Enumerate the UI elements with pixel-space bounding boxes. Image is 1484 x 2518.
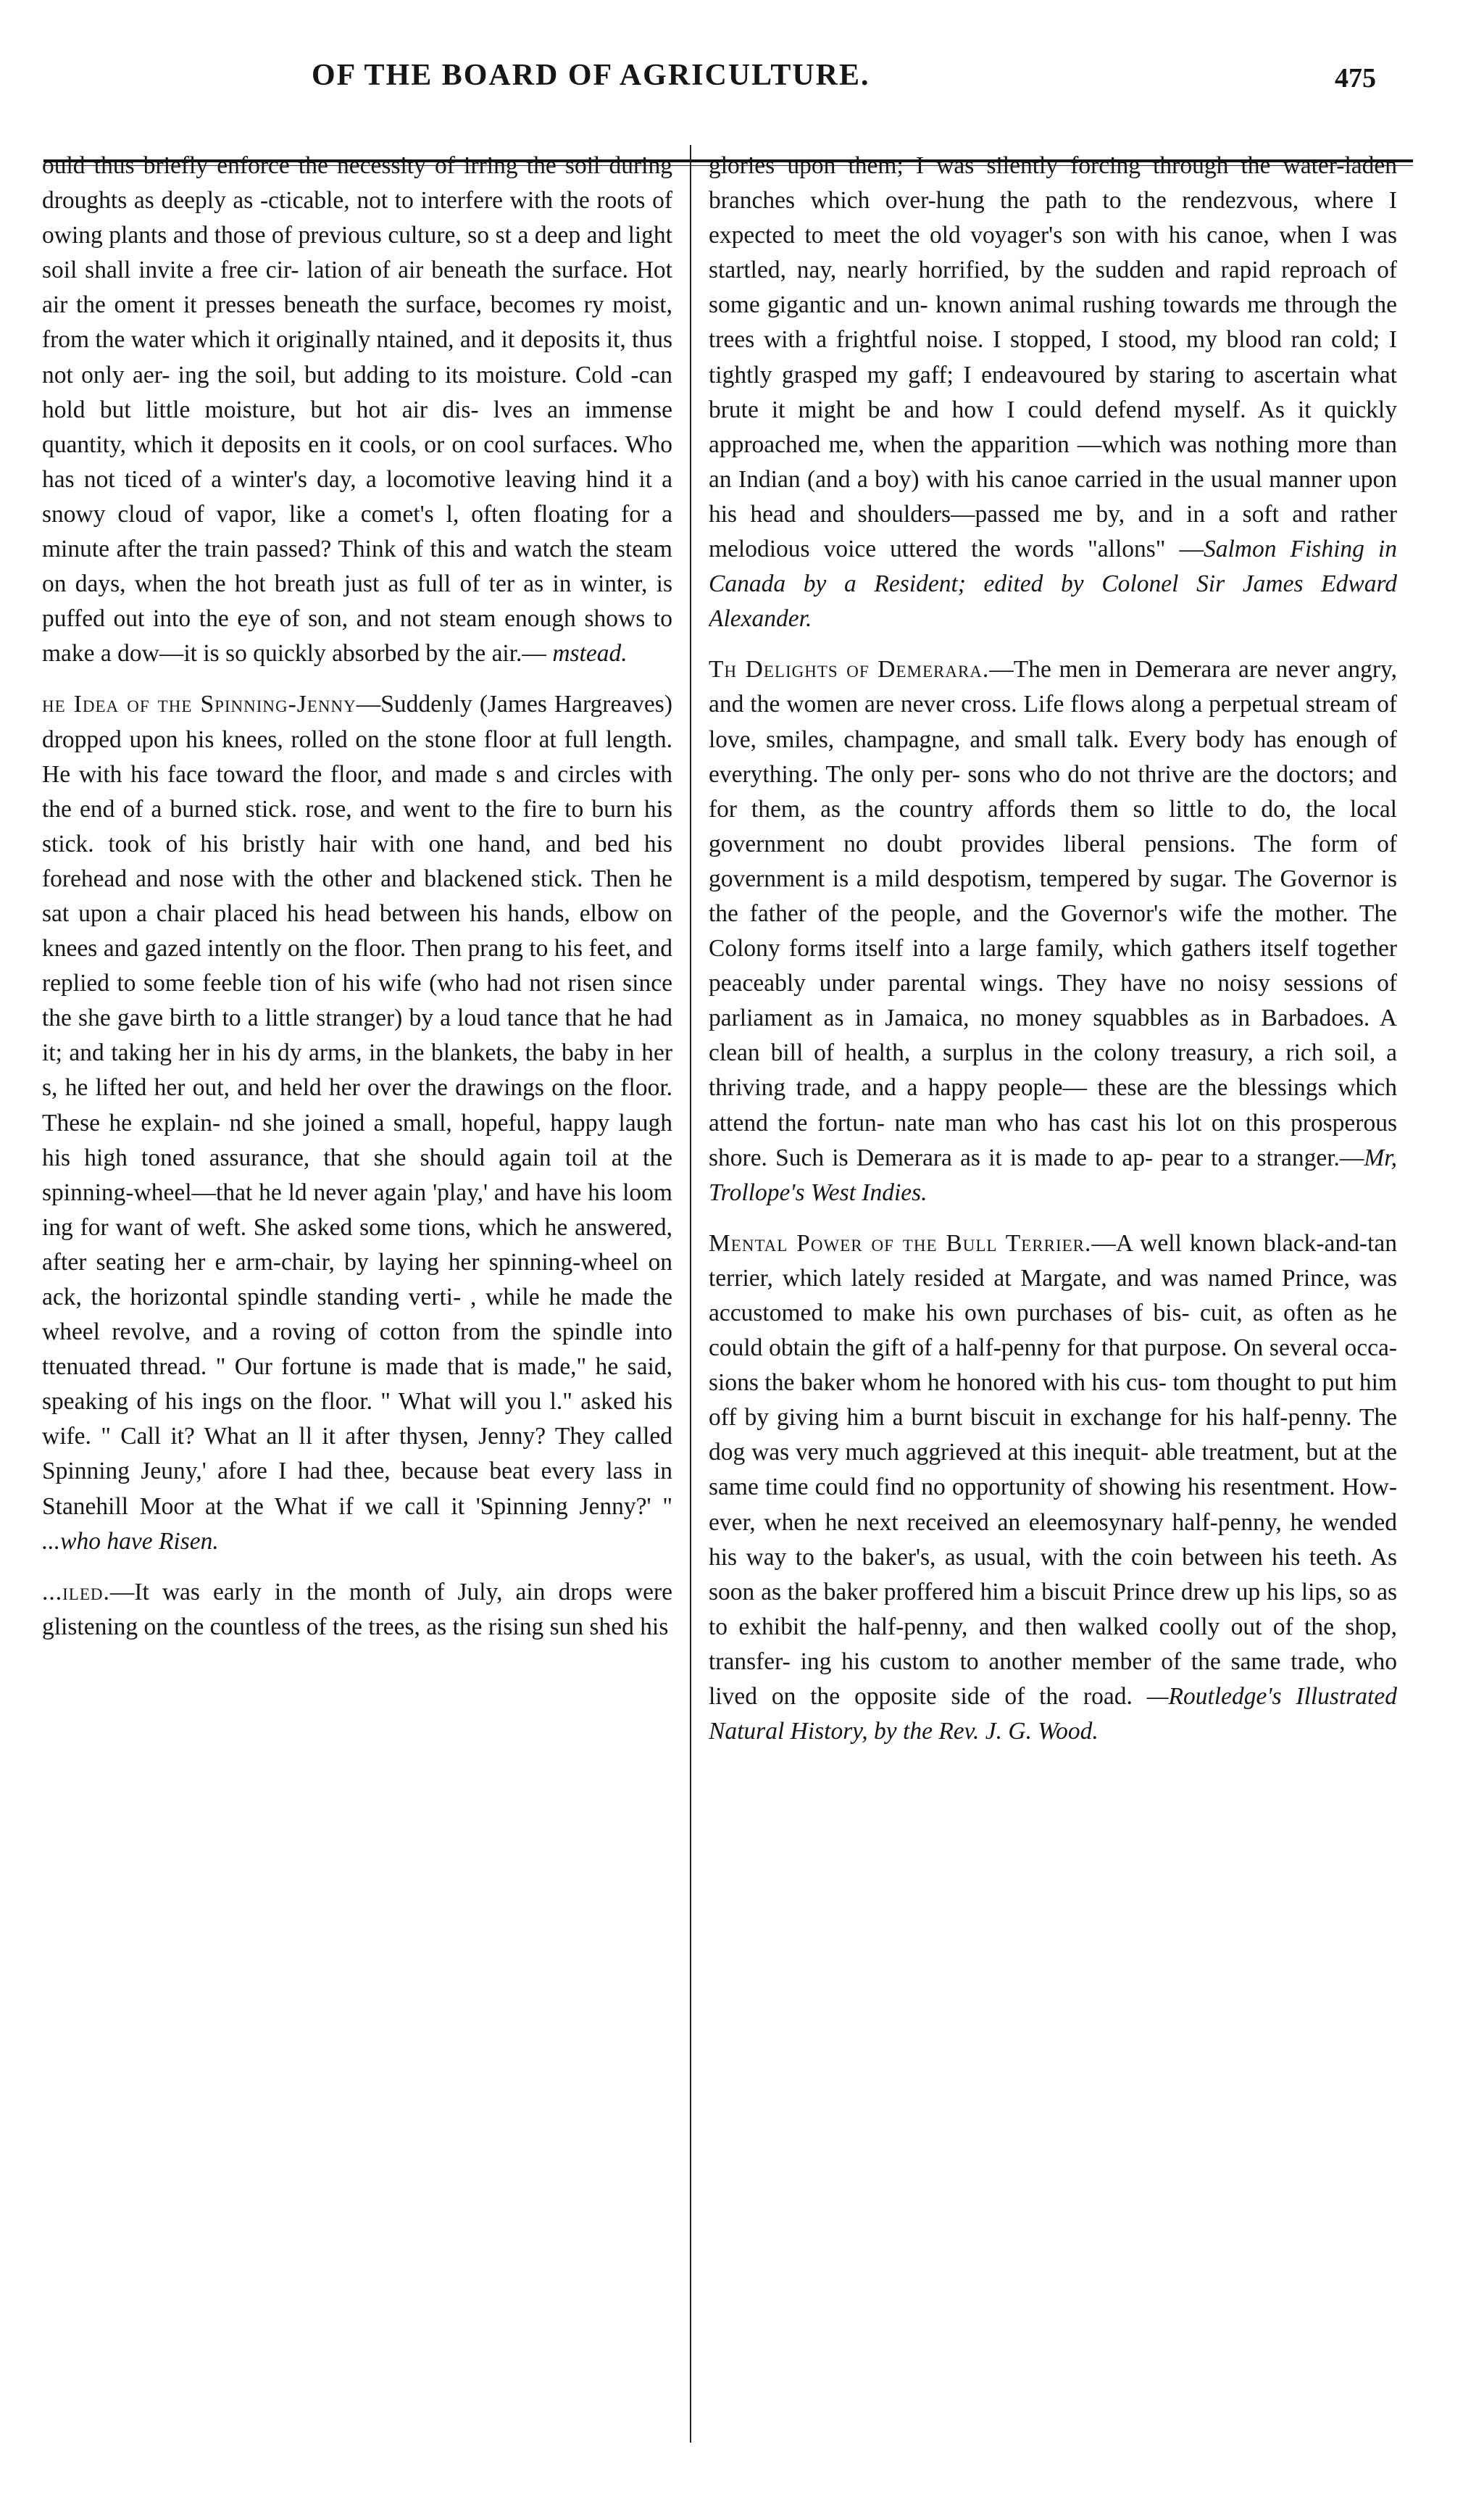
article-body-text: ould thus briefly enforce the necessity of irring the soil during droughts as deeply as -cticable, not to interfere with the roots of owing plants and those of previous culture, so st a deep and light soil shall invite a free cir- lation of air beneath the surface. Hot air the oment it presses beneath the surface, becomes ry moist, from the water which it originally ntained, and it deposits it, thus not only aer- ing the soil, but adding to its moisture. Cold -can hold but little moisture, but hot air dis- lves an immense quantity, which it deposits en it cools, or on cool surfaces. Who has not ticed of a winter's day, a locomotive leaving hind it a snowy cloud of vapor, like a comet's l, often floating for a minute after the train passed? Think of this and watch the steam on days, when the hot breath just as full of ter as in winter, is puffed out into the eye of son, and not steam enough shows to make a dow—it is so quickly absorbed by the air.— [42,152,672,668]
article-body [42,149,672,671]
right-column [709,149,1397,2446]
article-source: mstead. [552,640,628,668]
article-heading: ...iled. [42,1578,110,1605]
article-body [709,652,1397,1210]
article-body-text: —A well known black-and-tan terrier, which lately resided at Margate, and was named Prince, was accustomed to make his own purchases of bis- cuit, as often as he could obtain the gift of a half-penny for that purpose. On several occa- sions the baker whom he honored with his cus- tom thought to put him off by giving him a burnt biscuit in exchange for his half-penny. The dog was very much aggrieved at this inequit- able treatment, but at the same time could find no opportunity of showing his resentment. How- ever, when he next received an eleemosynary half-penny, he wended his way to the baker's, as usual, with the coin between his teeth. As soon as the baker proffered him a biscuit Prince drew up his lips, so as to exhibit the half-penny, and then walked coolly out of the shop, transfer- ing his custom to another member of the same trade, who lived on the opposite side of the road. [709,1229,1397,1711]
page-number: 475 [1335,63,1376,94]
article-demerara [709,652,1397,1210]
left-column [42,149,672,2446]
column-divider [690,145,691,2443]
running-title: OF THE BOARD OF AGRICULTURE. [312,59,870,92]
article-body-text: —The men in Demerara are never angry, and the women are never cross. Life flows along a perpetual stream of love, smiles, champagne, and small talk. Every body has enough of everything. The only per- sons who do not thrive are the doctors; and for them, as the country affords them so little to do, the local government no doubt provides liberal pensions. The form of government is a mild despotism, tempered by sugar. The Governor is the father of the people, and the Governor's wife the mother. The Colony forms itself into a large family, which gathers itself together peaceably under parental wings. They have no noisy sessions of parliament as in Jamaica, no money squabbles as in Barbadoes. A clean bill of health, a surplus in the colony treasury, a rich soil, a thriving trade, and a happy people— these are the blessings which attend the fortun- nate man who has cast his lot on this prosperous shore. Such is Demerara as it is made to ap- pear to a stranger.— [709,656,1397,1171]
article-body [42,1575,672,1645]
article-body [42,687,672,1558]
article-salmon-fishing-start [42,1575,672,1645]
article-body-text: —Suddenly (James Hargreaves) dropped upon his knees, rolled on the stone floor at full length. He with his face toward the floor, and made s and circles with the end of a burned stick. rose, and went to the fire to burn his stick. took of his bristly hair with one hand, and bed his forehead and nose with the other and blackened stick. Then he sat upon a chair placed his head between his hands, elbow on knees and gazed intently on the floor. Then prang to his feet, and replied to some feeble tion of his wife (who had not risen since the she gave birth to a little stranger) by a loud tance that he had it; and taking her in his dy arms, in the blankets, the baby in her s, he lifted her out, and held her over the drawings on the floor. These he explain- nd she joined a small, hopeful, happy laugh his high toned assurance, that she should again toil at the spinning-wheel—that he ld never again 'play,' and have his loom ing for want of weft. She asked some tions, which he answered, after seating her e arm-chair, by laying her spinning-wheel on ack, the horizontal spindle standing verti- , while he made the wheel revolve, and a roving of cotton from the spindle into ttenuated thread. " Our fortune is made that is made," he said, speaking of his ings on the floor. " What will you l." asked his wife. " Call it? What an ll it after thysen, Jenny? They called Spinning Jeuny,' afore I had thee, because beat every lass in Stanehill Moor at the What if we call it 'Spinning Jenny?' " [42,691,672,1520]
article-heading: Th Delights of Demerara. [709,656,990,683]
page-header [0,58,1484,123]
article-salmon-fishing-continued [709,149,1397,636]
article-source: ...who have Risen. [42,1527,219,1555]
article-soil-stirring [42,149,672,671]
article-source: —Routledge's Illustrated Natural History, by the Rev. J. G. Wood. [709,1683,1397,1745]
article-source: Mr, Trollope's West Indies. [709,1144,1397,1206]
article-body [709,149,1397,636]
article-body [709,1226,1397,1749]
article-source: Salmon Fishing in Canada by a Resident; edited by Colonel Sir James Edward Alexander. [709,536,1397,633]
article-body-text: glories upon them; I was silently forcing through the water-laden branches which over-hung the path to the rendezvous, where I expected to meet the old voyager's son with his canoe, when I was startled, nay, nearly horrified, by the sudden and rapid reproach of some gigantic and un- known animal rushing towards me through the trees with a frightful noise. I stopped, I stood, my blood ran cold; I tightly grasped my gaff; I endeavoured by staring to ascertain what brute it might be and how I could defend myself. As it quickly approached me, when the apparition —which was nothing more than an Indian (and a boy) with his canoe carried in the usual manner upon his head and shoulders—passed me by, and in a soft and rather melodious voice uttered the words "allons" — [709,152,1397,563]
article-bull-terrier [709,1226,1397,1749]
article-heading: Mental Power of the Bull Terrier. [709,1229,1092,1257]
article-heading: he Idea of the Spinning-Jenny [42,691,357,718]
article-body-text: —It was early in the month of July, ain drops were glistening on the countless of the trees, as the rising sun shed his [42,1578,672,1640]
article-spinning-jenny [42,687,672,1558]
